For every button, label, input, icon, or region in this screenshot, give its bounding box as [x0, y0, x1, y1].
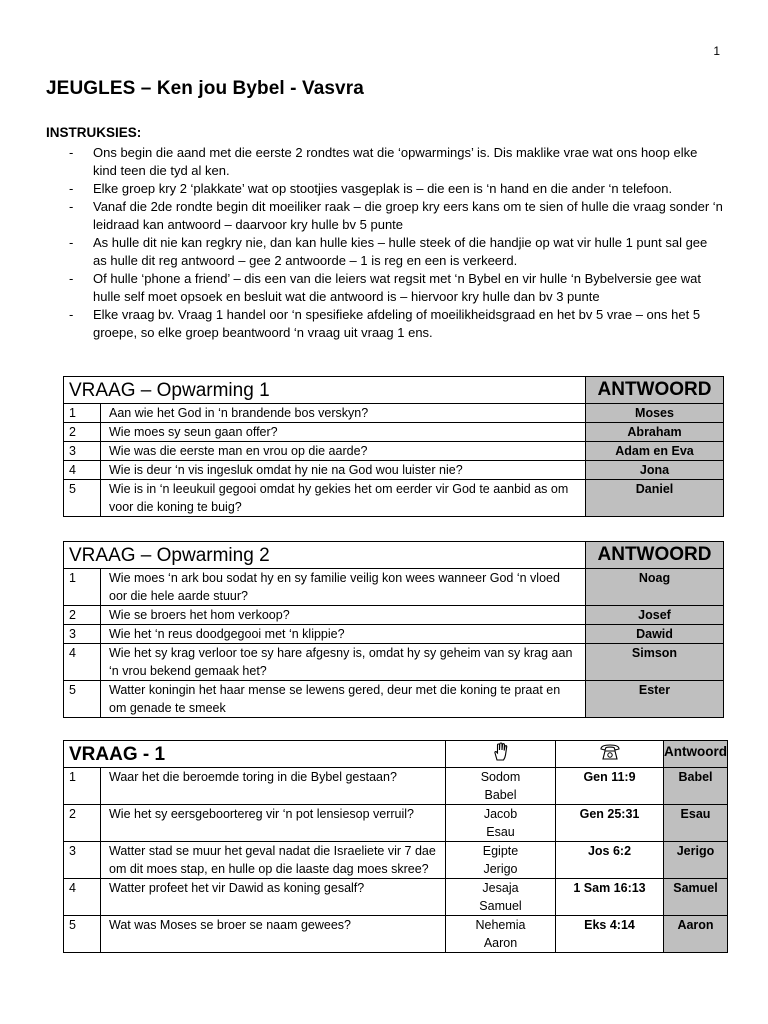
option-1: Nehemia — [475, 918, 526, 932]
question-text: Waar het die beroemde toring in die Bybel gestaan? — [101, 768, 446, 805]
question-number: 1 — [64, 569, 101, 606]
table-row — [64, 480, 724, 517]
table-row — [64, 423, 724, 442]
question-number: 5 — [64, 480, 101, 517]
table-row — [64, 644, 724, 681]
answer-cell: Daniel — [586, 480, 724, 517]
question-number: 5 — [64, 916, 101, 953]
table-header-row — [64, 542, 724, 569]
question-number: 3 — [64, 442, 101, 461]
bible-reference: Eks 4:14 — [556, 916, 664, 953]
option-1: Jesaja — [482, 881, 519, 895]
answer-cell: Josef — [586, 606, 724, 625]
document-title: JEUGLES – Ken jou Bybel - Vasvra — [46, 78, 364, 99]
table-row — [64, 842, 728, 879]
page-number: 1 — [713, 44, 720, 58]
instruction-item — [62, 144, 724, 180]
table-row — [64, 916, 728, 953]
hand-options — [446, 879, 556, 916]
hand-options — [446, 916, 556, 953]
option-2: Jerigo — [483, 862, 518, 876]
answer-cell: Jona — [586, 461, 724, 480]
instruction-item — [62, 234, 724, 270]
instruction-text: Elke vraag bv. Vraag 1 handel oor ‘n spesifieke afdeling of moeilikheidsgraad en het bv 5 vrae – ons het 5 groepe, so elke groep beantwoord ‘n vraag uit vraag 1 ens. — [93, 307, 701, 340]
hand-icon — [492, 747, 510, 766]
warmup-2-header: VRAAG – Opwarming 2 — [64, 542, 586, 569]
answer-cell: Abraham — [586, 423, 724, 442]
answer-cell: Noag — [586, 569, 724, 606]
answer-header: ANTWOORD — [586, 542, 724, 569]
bible-reference: Jos 6:2 — [556, 842, 664, 879]
table-row — [64, 805, 728, 842]
instructions-list — [62, 144, 724, 342]
bible-reference: Gen 25:31 — [556, 805, 664, 842]
question-text: Wie is in ‘n leeukuil gegooi omdat hy gekies het om eerder vir God te aanbid as om voor die koning te buig? — [101, 480, 586, 517]
question-text: Wie het ‘n reus doodgegooi met ‘n klippie? — [101, 625, 586, 644]
table-row — [64, 681, 724, 718]
question-number: 2 — [64, 423, 101, 442]
hand-options — [446, 768, 556, 805]
instruction-text: As hulle dit nie kan regkry nie, dan kan hulle kies – hulle steek of die handjie op wat vir hulle 1 punt sal gee as hulle dit reg antwoord – gee 2 antwoorde – 1 is reg en een is verkeerd. — [93, 235, 708, 268]
question-text: Wie was die eerste man en vrou op die aarde? — [101, 442, 586, 461]
answer-cell: Esau — [664, 805, 728, 842]
question-text: Aan wie het God in ‘n brandende bos verskyn? — [101, 404, 586, 423]
option-1: Sodom — [480, 770, 521, 784]
bullet-dash: - — [69, 199, 74, 214]
question-number: 1 — [64, 768, 101, 805]
option-2: Babel — [484, 788, 517, 802]
bullet-dash: - — [69, 307, 74, 322]
bible-reference: Gen 11:9 — [556, 768, 664, 805]
table-header-row — [64, 741, 728, 768]
answer-cell: Jerigo — [664, 842, 728, 879]
phone-column-header — [556, 741, 664, 768]
table-row — [64, 461, 724, 480]
question-number: 4 — [64, 879, 101, 916]
table-row — [64, 569, 724, 606]
question-1-table — [63, 740, 728, 953]
question-number: 2 — [64, 805, 101, 842]
table-row — [64, 879, 728, 916]
warmup-1-header: VRAAG – Opwarming 1 — [64, 377, 586, 404]
answer-cell: Babel — [664, 768, 728, 805]
answer-header: Antwoord — [664, 741, 728, 768]
warmup-2-table — [63, 541, 724, 718]
answer-header: ANTWOORD — [586, 377, 724, 404]
hand-options — [446, 842, 556, 879]
telephone-icon — [599, 746, 621, 765]
question-number: 3 — [64, 842, 101, 879]
hand-options — [446, 805, 556, 842]
question-number: 4 — [64, 644, 101, 681]
table-row — [64, 625, 724, 644]
question-text: Wie moes sy seun gaan offer? — [101, 423, 586, 442]
question-text: Wie het sy krag verloor toe sy hare afgesny is, omdat hy sy geheim van sy krag aan ‘n vrou bekend gemaak het? — [101, 644, 586, 681]
table-row — [64, 606, 724, 625]
question-text: Watter koningin het haar mense se lewens gered, deur met die koning te praat en om genade te smeek — [101, 681, 586, 718]
answer-cell: Ester — [586, 681, 724, 718]
option-2: Aaron — [483, 936, 518, 950]
warmup-1-table — [63, 376, 724, 517]
question-number: 3 — [64, 625, 101, 644]
question-text: Wie het sy eersgeboortereg vir ‘n pot lensiesop verruil? — [101, 805, 446, 842]
question-number: 5 — [64, 681, 101, 718]
bullet-dash: - — [69, 145, 74, 160]
instruction-item — [62, 306, 724, 342]
answer-cell: Moses — [586, 404, 724, 423]
question-text: Wie is deur ‘n vis ingesluk omdat hy nie na God wou luister nie? — [101, 461, 586, 480]
answer-cell: Simson — [586, 644, 724, 681]
instruction-text: Ons begin die aand met die eerste 2 rondtes wat die ‘opwarmings’ is. Dis maklike vrae wat ons hoop elke kind teen die tyd al ken. — [93, 145, 698, 178]
instructions-heading: INSTRUKSIES: — [46, 125, 142, 140]
option-1: Jacob — [483, 807, 518, 821]
instruction-text: Of hulle ‘phone a friend’ – dis een van die leiers wat regsit met ‘n Bybel en vir hulle ‘n Bybelversie gee wat hulle self moet opsoek en besluit wat die antwoord is – hiervoor kry hulle dan bv 3 punte — [93, 271, 701, 304]
bullet-dash: - — [69, 271, 74, 286]
option-1: Egipte — [482, 844, 519, 858]
question-text: Watter stad se muur het geval nadat die Israeliete vir 7 dae om dit moes stap, en hulle op die laaste dag moes skree? — [101, 842, 446, 879]
table-row — [64, 768, 728, 805]
bullet-dash: - — [69, 235, 74, 250]
bullet-dash: - — [69, 181, 74, 196]
question-number: 1 — [64, 404, 101, 423]
question-text: Wie moes ‘n ark bou sodat hy en sy familie veilig kon wees wanneer God ‘n vloed oor die hele aarde stuur? — [101, 569, 586, 606]
table-row — [64, 404, 724, 423]
question-1-header: VRAAG - 1 — [64, 741, 446, 768]
instruction-text: Vanaf die 2de rondte begin dit moeiliker raak – die groep kry eers kans om te sien of hulle die vraag sonder ‘n leidraad kan antwoord – daarvoor kry hulle bv 5 punte — [93, 199, 723, 232]
instruction-text: Elke groep kry 2 ‘plakkate’ wat op stootjies vasgeplak is – die een is ‘n hand en die ander ‘n telefoon. — [93, 181, 673, 196]
question-text: Wie se broers het hom verkoop? — [101, 606, 586, 625]
answer-cell: Adam en Eva — [586, 442, 724, 461]
option-2: Esau — [486, 825, 515, 839]
instruction-item — [62, 180, 724, 198]
question-number: 2 — [64, 606, 101, 625]
answer-cell: Aaron — [664, 916, 728, 953]
table-row — [64, 442, 724, 461]
instruction-item — [62, 270, 724, 306]
hand-column-header — [446, 741, 556, 768]
answer-cell: Dawid — [586, 625, 724, 644]
answer-cell: Samuel — [664, 879, 728, 916]
instruction-item — [62, 198, 724, 234]
question-text: Watter profeet het vir Dawid as koning gesalf? — [101, 879, 446, 916]
table-header-row — [64, 377, 724, 404]
option-2: Samuel — [479, 899, 522, 913]
question-text: Wat was Moses se broer se naam gewees? — [101, 916, 446, 953]
bible-reference: 1 Sam 16:13 — [556, 879, 664, 916]
question-number: 4 — [64, 461, 101, 480]
